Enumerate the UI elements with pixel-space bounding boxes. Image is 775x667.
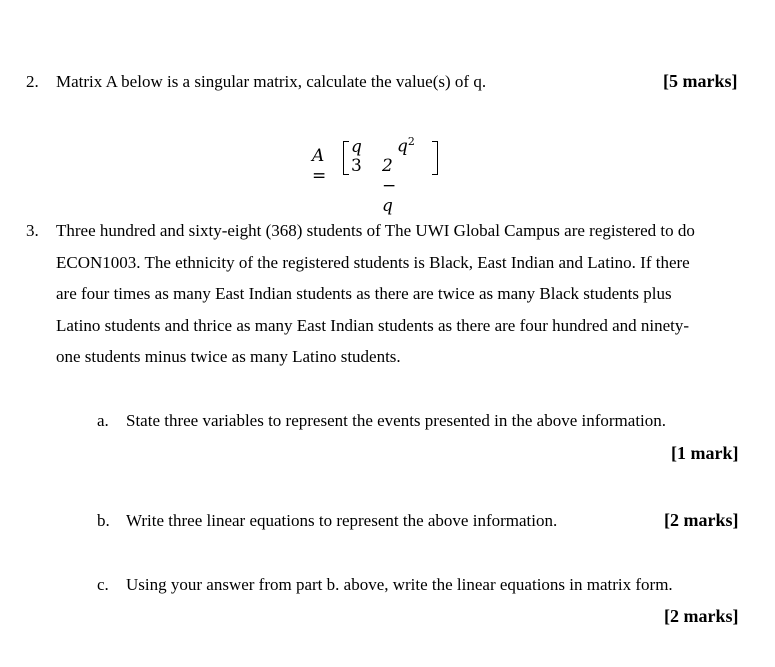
question-2-marks: [5 marks] — [663, 71, 738, 91]
part-a-marks: [1 mark] — [671, 443, 739, 463]
question-2-number: 2. — [26, 72, 39, 91]
part-c-label: c. — [97, 575, 109, 594]
question-3-line: one students minus twice as many Latino students. — [56, 347, 401, 366]
question-3-line: ECON1003. The ethnicity of the registered students is Black, East Indian and Latino. If there — [56, 252, 690, 272]
part-a-label: a. — [97, 411, 109, 430]
part-b-text: Write three linear equations to represent the above information. — [126, 511, 558, 530]
question-3-line: are four times as many East Indian students as there are twice as many Black students plus — [56, 284, 672, 303]
matrix-cell-r1c2 — [397, 135, 415, 157]
question-3-line: Latino students and thrice as many East Indian students as there are four hundred and ninety- — [56, 315, 690, 335]
matrix-cell-r1c2-base: q — [397, 136, 408, 157]
question-3-paragraph — [56, 215, 756, 373]
matrix-cell-r2c1: 3 — [351, 156, 362, 176]
part-b-marks: [2 marks] — [664, 510, 739, 530]
part-a-text: State three variables to represent the events presented in the above information. — [126, 411, 667, 430]
matrix-right-bracket — [432, 141, 438, 175]
part-b-label: b. — [97, 511, 110, 530]
matrix-cell-r2c2: 2 − q — [382, 156, 397, 216]
part-c-text: Using your answer from part b. above, write the linear equations in matrix form. — [126, 575, 673, 594]
matrix-lhs: A = — [312, 146, 327, 186]
question-3-line: Three hundred and sixty-eight (368) students of The UWI Global Campus are registered to do — [56, 221, 695, 240]
question-3-number: 3. — [26, 221, 39, 240]
question-2-text: Matrix A below is a singular matrix, calculate the value(s) of q. — [56, 72, 487, 91]
matrix-cell-r1c1: q — [351, 137, 362, 157]
matrix-cell-r1c2-exponent: 2 — [407, 135, 415, 148]
part-c-marks: [2 marks] — [664, 606, 739, 626]
matrix-left-bracket — [343, 141, 349, 175]
